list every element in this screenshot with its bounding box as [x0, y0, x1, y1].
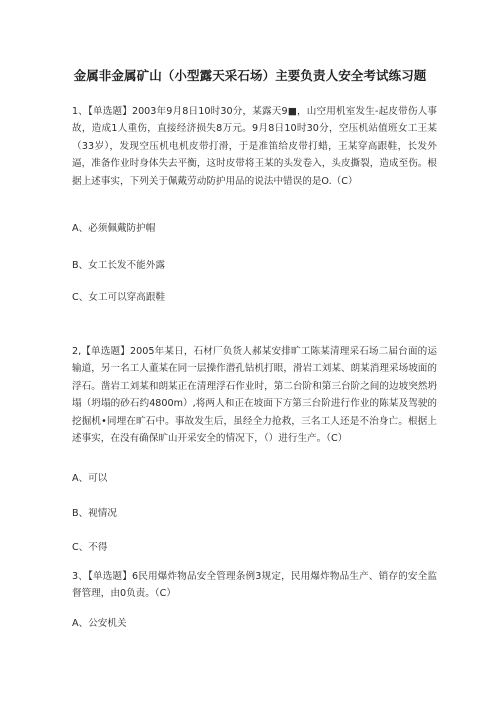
question-1-text: 1、【单选题】2003年9月8日10时30分，某露天9■，山空用机室发生-起皮带伤人事故，造成1人重伤，直接经济损失8万元。9月8日10时30分，空压机站值班女工王某（33岁），发现空压机电机皮带打滑，于是准笛给皮带打蜡，王某穿高跟鞋，长发外逼，准备作业时身体失去平衡，这时皮带将王某的头发卷入，头皮撕裂，造成至伤。根据上述事实，下列关于佩戴劳动防护用品的说法中错误的是O.（C） — [72, 106, 437, 187]
question-1-option-a: A、必须佩戴防护帽 — [72, 223, 156, 234]
document-title: 金属非金属矿山（小型露天采石场）主要负责人安全考试练习题 — [73, 68, 427, 83]
question-2-option-a: A、可以 — [72, 473, 108, 484]
question-1-option-b: B、女工长发不能外露 — [72, 260, 165, 271]
question-2-text: 2,【单选题】2005年某日，石材厂负货人郝某安排旷工陈某清理采石场二届台面的运输道，另一名工人董某在同一层操作潜孔钻机打眼，滑岩工刘某、朗某消理采场坡面的浮石。凿岩工刘某和朗某正在清理浮石作业时，第二台阶和第三台阶之间的边坡突然坍塌（坍塌的砂石约4800m）,将两人和正在坡面下方第三台阶进行作业的陈某及驾驶的挖掘机•同埋在旷石中。事故发生后，虽经全力抢救，三名工人还是不治身亡。根据上述事实，在没有确保旷山开采安全的情况下，（）进行生产。（C） — [72, 346, 437, 445]
question-1-option-c: C、女工可以穿高跟鞋 — [72, 292, 166, 303]
question-3-option-a: A、公安机关 — [72, 618, 127, 629]
question-2-option-b: B、视情况 — [72, 508, 117, 519]
question-3-text: 3、【单选题】6民用爆炸物品安全管理条例3规定，民用爆炸物品生产、销存的安全监督管理，由0负责。（C） — [72, 571, 437, 600]
question-2-option-c: C、不得 — [72, 542, 108, 553]
